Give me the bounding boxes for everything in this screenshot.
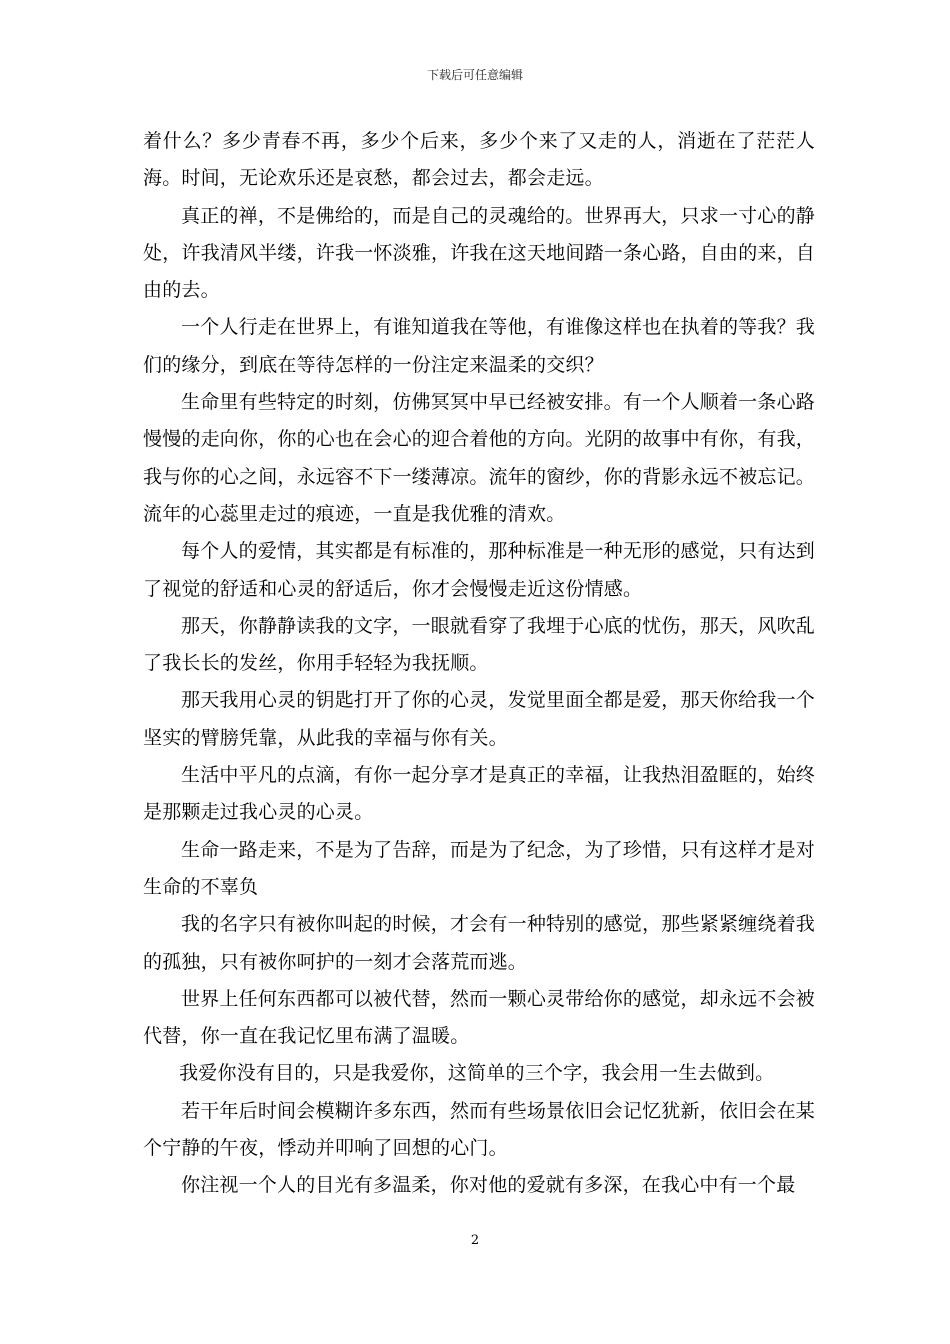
paragraph: 每个人的爱情，其实都是有标准的，那种标准是一种无形的感觉，只有达到了视觉的舒适和心灵的舒适后，你才会慢慢走近这份情感。 [143, 540, 815, 600]
paragraph: 那天，你静静读我的文字，一眼就看穿了我埋于心底的忧伤，那天，风吹乱了我长长的发丝，你用手轻轻为我抚顺。 [143, 614, 815, 675]
paragraph: 世界上任何东西都可以被代替，然而一颗心灵带给你的感觉，却永远不会被代替，你一直在我记忆里布满了温暖。 [143, 987, 815, 1048]
paragraph: 那天我用心灵的钥匙打开了你的心灵，发觉里面全都是爱，那天你给我一个坚实的臂膀凭靠，从此我的幸福与你有关。 [143, 689, 815, 749]
paragraph: 真正的禅，不是佛给的，而是自己的灵魂给的。世界再大，只求一寸心的静处，许我清风半缕，许我一怀淡雅，许我在这天地间踏一条心路，自由的来，自由的去。 [143, 204, 816, 302]
document-body [143, 123, 815, 1205]
paragraph: 你注视一个人的目光有多温柔，你对他的爱就有多深，在我心中有一个最 [181, 1174, 796, 1197]
paragraph: 我爱你没有目的，只是我爱你，这简单的三个字，我会用一生去做到。 [179, 1062, 775, 1085]
paragraph: 若干年后时间会模糊许多东西，然而有些场景依旧会记忆犹新，依旧会在某个宁静的午夜，悸动并叩响了回想的心门。 [143, 1099, 815, 1160]
paragraph: 一个人行走在世界上，有谁知道我在等他，有谁像这样也在执着的等我？我们的缘分，到底在等待怎样的一份注定来温柔的交织？ [143, 316, 815, 376]
page-header: 下载后可任意编辑 [426, 68, 523, 82]
paragraph: 生命一路走来，不是为了告辞，而是为了纪念，为了珍惜，只有这样才是对生命的不辜负 [143, 838, 815, 898]
page-number: 2 [470, 1233, 480, 1248]
paragraph: 生活中平凡的点滴，有你一起分享才是真正的幸福，让我热泪盈眶的，始终是那颗走过我心灵的心灵。 [143, 764, 815, 824]
paragraph: 生命里有些特定的时刻，仿佛冥冥中早已经被安排。有一个人顺着一条心路慢慢的走向你，你的心也在会心的迎合着他的方向。光阴的故事中有你，有我，我与你的心之间，永远容不下一缕薄凉。流年的窗纱，你的背影永远不被忘记。流年的心蕊里走过的痕迹，一直是我优雅的清欢。 [143, 391, 816, 525]
paragraph: 我的名字只有被你叫起的时候，才会有一种特别的感觉，那些紧紧缠绕着我的孤独，只有被你呵护的一刻才会落荒而逃。 [143, 913, 815, 973]
paragraph: 着什么？多少青春不再，多少个后来，多少个来了又走的人，消逝在了茫茫人海。时间，无论欢乐还是哀愁，都会过去，都会走远。 [143, 130, 815, 190]
